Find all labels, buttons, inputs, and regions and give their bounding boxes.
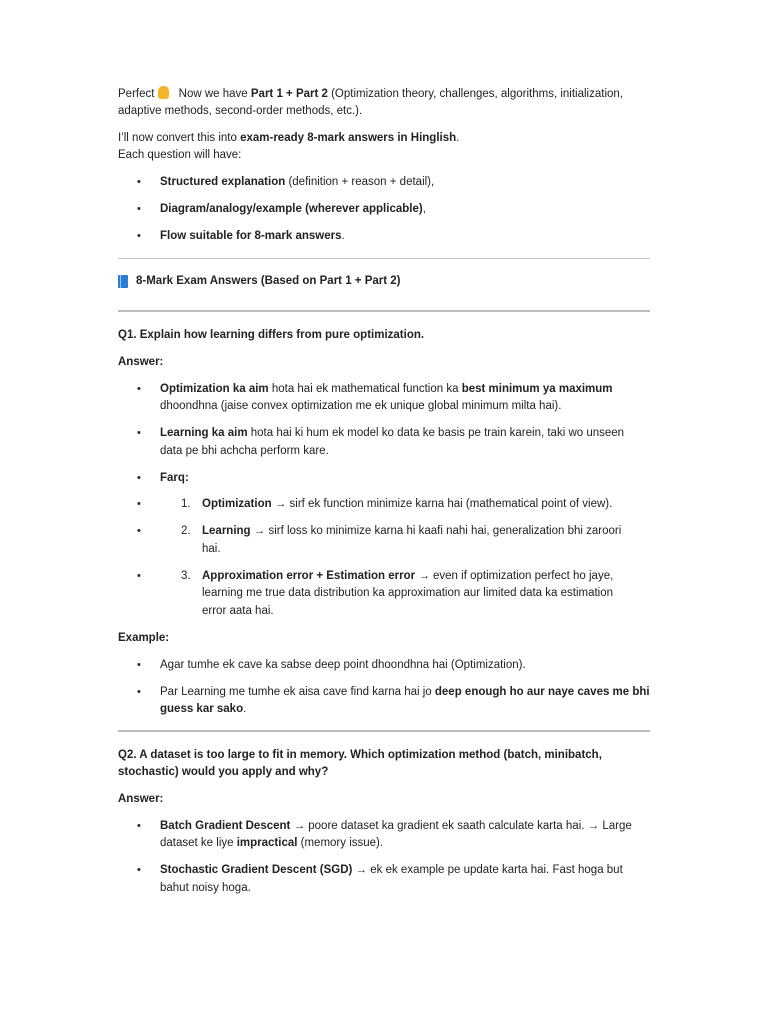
question-text: Q1. Explain how learning differs from pure optimization. [118, 328, 425, 341]
bullet-bold: Diagram/analogy/example (wherever applicable) [160, 203, 423, 215]
item-number: • 3. [181, 569, 191, 582]
intro-bold: Part 1 + Part 2 [250, 88, 328, 100]
bullet-text: . [243, 703, 247, 715]
item-text: hai. [202, 542, 221, 555]
list-item [118, 818, 650, 853]
intro-line-4: Each question will have: [118, 149, 242, 161]
q2-bullet-list [118, 818, 650, 898]
item-number: • 1. [181, 498, 191, 510]
bullet-text: → ek ek example pe update karta hai. Fast hoga but [352, 864, 623, 876]
item-text: learning me true data distribution ka approximation aur limited data ka estimation [202, 587, 614, 599]
bullet-text: data pe bhi achcha perform kare. [160, 444, 329, 457]
item-bold: Approximation error + Estimation error [202, 569, 416, 582]
q2-answer-label [118, 791, 650, 808]
q1-bullet-list [118, 381, 650, 621]
section-title: 8-Mark Exam Answers (Based on Part 1 + Part 2) [136, 275, 401, 287]
numbered-item [118, 496, 650, 514]
bullet-bold: deep enough ho aur naye caves me bhi [434, 685, 650, 698]
bullet-bold: Optimization ka aim [160, 382, 269, 395]
bullet-text: Agar tumhe ek cave ka sabse deep point dhoondhna hai (Optimization). [160, 658, 526, 671]
thumbs-up-icon [158, 86, 169, 99]
question-text: Q2. A dataset is too large to fit in memory. Which optimization method (batch, minibatch, [118, 748, 602, 761]
list-item [118, 228, 650, 246]
bullet-bold: best minimum ya maximum [461, 382, 613, 395]
q1-numbered-list [118, 496, 650, 620]
bullet-bold: Structured explanation [160, 176, 286, 188]
intro-line-2: adaptive methods, second-order methods, etc.). [118, 105, 363, 117]
bullet-bold: Farq: [160, 471, 189, 484]
bullet-text: dhoondhna (jaise convex optimization me ek unique global minimum milta hai). [160, 400, 562, 412]
bullet-text: hota hai ki hum ek model ko data ke basis pe train karein, taki wo unseen [247, 427, 625, 439]
item-bold: Optimization [202, 498, 272, 510]
label-text: Example: [118, 631, 170, 644]
list-item [118, 684, 650, 719]
label-text: Answer: [118, 355, 164, 368]
item-number: • 2. [181, 525, 191, 537]
q1-example-list [118, 657, 650, 719]
list-item [118, 174, 650, 192]
bullet-bold: impractical [236, 837, 298, 849]
bullet-bold: guess kar sako [160, 703, 244, 715]
bullet-text: (definition + reason + detail), [285, 176, 435, 188]
item-text: → even if optimization perfect ho jaye, [415, 569, 614, 582]
bullet-text: (memory issue). [297, 837, 384, 849]
list-item [118, 862, 650, 897]
list-item [118, 425, 650, 460]
intro-text: (Optimization theory, challenges, algorithms, initialization, [327, 88, 623, 100]
section-heading [118, 275, 650, 288]
list-item [118, 381, 650, 416]
intro-line-1 [118, 86, 650, 103]
intro-text: I’ll now convert this into [118, 132, 241, 144]
q1-question [118, 327, 650, 344]
bullet-bold: Stochastic Gradient Descent (SGD) [160, 864, 353, 876]
intro-text: . [456, 132, 460, 144]
intro-line-3 [118, 130, 650, 147]
item-text: → sirf loss ko minimize karna hi kaafi nahi hai, generalization bhi zaroori [250, 525, 622, 537]
list-item [118, 201, 650, 219]
intro-text: Perfect [118, 88, 155, 100]
divider [118, 310, 650, 312]
document-page [118, 86, 650, 907]
bullet-text: dataset ke liye [160, 837, 237, 849]
question-text: stochastic) would you apply and why? [118, 765, 329, 778]
q1-example-label [118, 630, 650, 647]
list-item [118, 657, 650, 675]
list-item [118, 470, 650, 621]
bullet-text: hota hai ek mathematical function ka [268, 382, 462, 395]
bullet-bold: Batch Gradient Descent [160, 819, 291, 832]
divider [118, 730, 650, 732]
numbered-item [118, 568, 650, 621]
label-text: Answer: [118, 792, 164, 805]
intro-bold: exam-ready 8-mark answers in Hinglish [240, 132, 457, 144]
intro-text: Now we have [175, 88, 251, 100]
bullet-text: → poore dataset ka gradient ek saath calculate karta hai. → Large [290, 819, 632, 832]
bullet-text: bahut noisy hoga. [160, 881, 251, 894]
intro-bullet-list [118, 174, 650, 246]
numbered-item [118, 523, 650, 558]
divider [118, 258, 650, 259]
q2-question [118, 747, 650, 781]
q1-answer-label [118, 354, 650, 371]
item-text: → sirf ek function minimize karna hai (mathematical point of view). [271, 498, 613, 510]
item-bold: Learning [202, 525, 251, 537]
blue-book-icon [118, 275, 128, 288]
bullet-bold: Learning ka aim [160, 427, 248, 439]
bullet-bold: Flow suitable for 8-mark answers [160, 230, 342, 242]
bullet-text: , [422, 203, 426, 215]
bullet-text: Par Learning me tumhe ek aisa cave find karna hai jo [160, 685, 435, 698]
item-text: error aata hai. [202, 604, 274, 617]
bullet-text: . [341, 230, 345, 242]
